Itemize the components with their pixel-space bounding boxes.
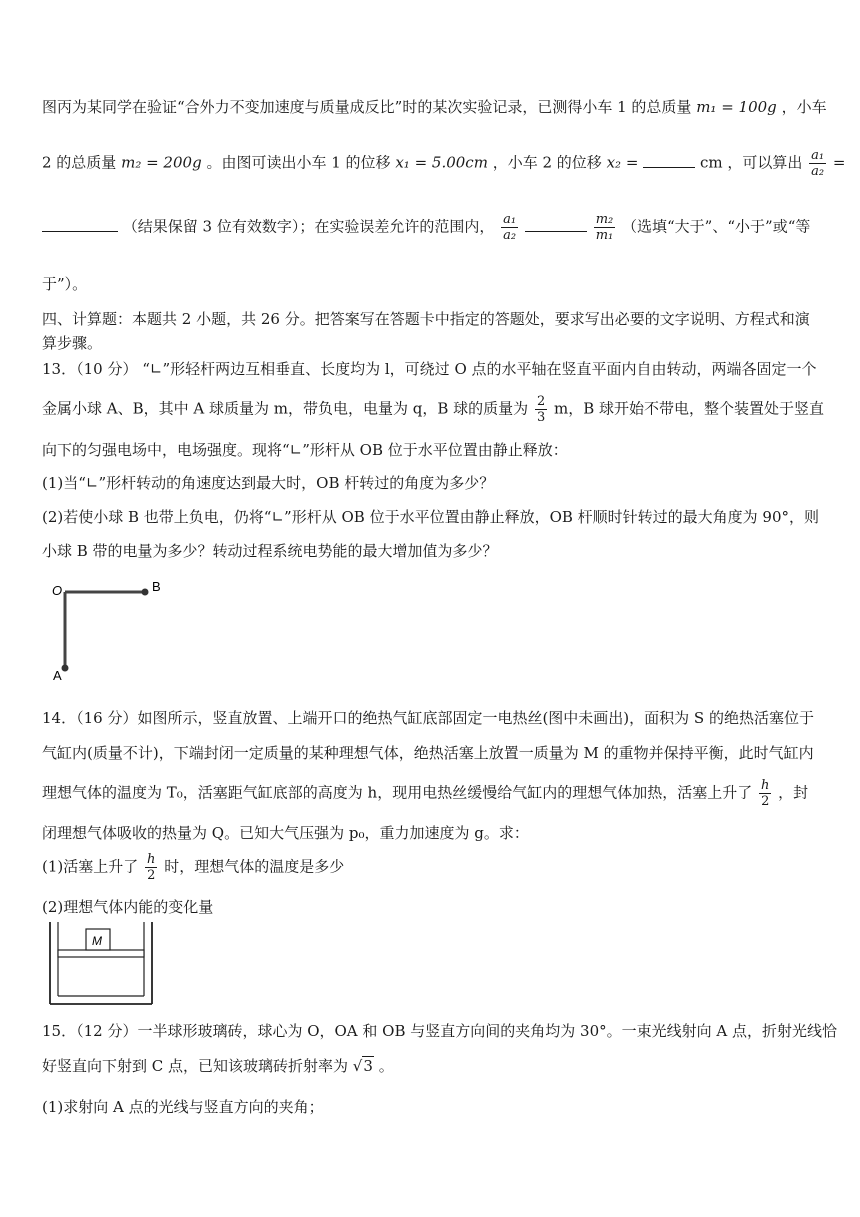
text: ，小车 2 的位移 [492,153,602,172]
line-3 [42,212,810,243]
q14-sub2 [42,896,213,917]
label-m: M [92,934,102,948]
fraction-2-3 [535,394,547,425]
text: 理想气体的温度为 T₀，活塞距气缸底部的高度为 h，现用电热丝缓慢给气缸内的理想气体加热，活塞上升了 [42,783,753,802]
formula-m2: m₂ = 200g [121,153,202,172]
q13-sub2-line2 [42,540,498,561]
denominator: m₁ [595,228,614,243]
text: 时，理想气体的温度是多少 [164,857,345,876]
denominator: 3 [536,410,546,425]
q13-line1 [42,358,817,379]
numerator: h [147,852,156,867]
denominator: 2 [761,794,770,809]
fraction-m2-m1 [594,212,616,243]
text: (1)求射向 A 点的光线与竖直方向的夹角； [42,1098,324,1116]
q13-sub2-line1 [42,506,819,527]
q15-line2 [42,1055,394,1076]
numerator: a₁ [811,148,825,163]
numerator: 2 [536,394,546,409]
numerator: h [761,778,770,793]
text: 金属小球 A、B，其中 A 球质量为 m，带负电，电量为 q，B 球的质量为 [42,399,529,418]
q14-sub1 [42,852,344,883]
text: （选填“大于”、“小于”或“等 [622,217,811,236]
formula-x2: x₂ = [606,153,639,172]
text: 15．（12 分）一半球形玻璃砖，球心为 O，OA 和 OB 与竖直方向间的夹角均为 30°。一束光线射向 A 点，折射光线恰 [42,1022,837,1040]
numerator: a₁ [503,212,517,227]
q14-line3 [42,778,808,809]
denominator: 2 [147,868,156,883]
fraction-h-2 [145,852,157,883]
q15-line1 [42,1020,837,1041]
text: (2)理想气体内能的变化量 [42,898,214,916]
q14-line1 [42,707,814,728]
text: ，封 [778,783,809,802]
equals: = [832,153,846,172]
sqrt-radicand: 3 [363,1057,373,1075]
text: 14．（16 分）如图所示，竖直放置、上端开口的绝热气缸底部固定一电热丝(图中未画出)，面积为 S 的绝热活塞位于 [42,709,814,727]
q13-line2 [42,394,824,425]
answer-blank-ratio[interactable] [42,217,118,232]
text: 。 [378,1057,394,1075]
text: m，B 球开始不带电，整个装置处于竖直 [554,399,825,418]
text: 向下的匀强电场中，电场强度。现将“∟”形杆从 OB 位于水平位置由静止释放： [42,441,568,459]
label-a: A [53,668,62,683]
q13-line3 [42,439,568,460]
ball-b [142,589,149,596]
text: ，可以算出 [727,153,803,172]
numerator: m₂ [595,212,614,227]
piston [58,950,144,957]
text: 闭理想气体吸收的热量为 Q。已知大气压强为 p₀，重力加速度为 g。求： [42,824,529,842]
denominator: a₂ [811,164,825,179]
text: （结果保留 3 位有效数字）；在实验误差允许的范围内， [122,217,495,236]
sqrt-3: √3 [352,1057,373,1075]
label-o: O [52,583,63,598]
answer-blank-x2[interactable] [643,153,695,168]
text: 好竖直向下射到 C 点，已知该玻璃砖折射率为 [42,1057,349,1075]
text: (2)若使小球 B 也带上负电，仍将“∟”形杆从 OB 位于水平位置由静止释放，OB 杆顺时针转过的最大角度为 90°，则 [42,508,820,526]
formula-m1: m₁ = 100g [696,98,777,116]
fraction-a1-a2 [809,148,826,179]
text: 。由图可读出小车 1 的位移 [206,153,391,172]
answer-blank-compare[interactable] [525,217,587,232]
formula-x1: x₁ = 5.00cm [395,153,488,172]
text: 于”）。 [42,275,88,293]
fraction-a1-a2 [501,212,518,243]
text: 13．（10 分） “∟”形轻杆两边互相垂直、长度均为 l，可绕过 O 点的水平轴在竖直平面内自由转动，两端各固定一个 [42,360,817,378]
q14-line4 [42,822,529,843]
fraction-h-2 [759,778,771,809]
unit-cm: cm [699,153,723,172]
section-4-header-cont [42,332,102,353]
text: 算步骤。 [42,334,103,352]
ball-a [62,665,69,672]
cylinder-figure [44,920,164,1010]
text: 气缸内(质量不计)，下端封闭一定质量的某种理想气体，绝热活塞上放置一质量为 M 的重物并保持平衡，此时气缸内 [42,744,814,762]
text: (1)当“∟”形杆转动的角速度达到最大时，OB 杆转过的角度为多少？ [42,474,495,492]
text: 图丙为某同学在验证“合外力不变加速度与质量成反比”时的某次实验记录，已测得小车 1 的总质量 [42,98,692,116]
q14-line2 [42,742,814,763]
text: 2 的总质量 [42,153,117,172]
text: (1)活塞上升了 [42,857,139,876]
label-b: B [152,579,161,594]
text: ，小车 [781,98,827,116]
line-4 [42,273,87,294]
line-2 [42,148,846,179]
text: 四、计算题：本题共 2 小题，共 26 分。把答案写在答题卡中指定的答题处，要求写出必要的文字说明、方程式和演 [42,310,810,328]
q13-sub1 [42,472,494,493]
denominator: a₂ [503,228,517,243]
l-rod-figure [46,575,176,685]
line-1 [42,96,827,117]
q15-sub1 [42,1096,324,1117]
text: 小球 B 带的电量为多少？转动过程系统电势能的最大增加值为多少？ [42,542,498,560]
section-4-header [42,308,810,329]
